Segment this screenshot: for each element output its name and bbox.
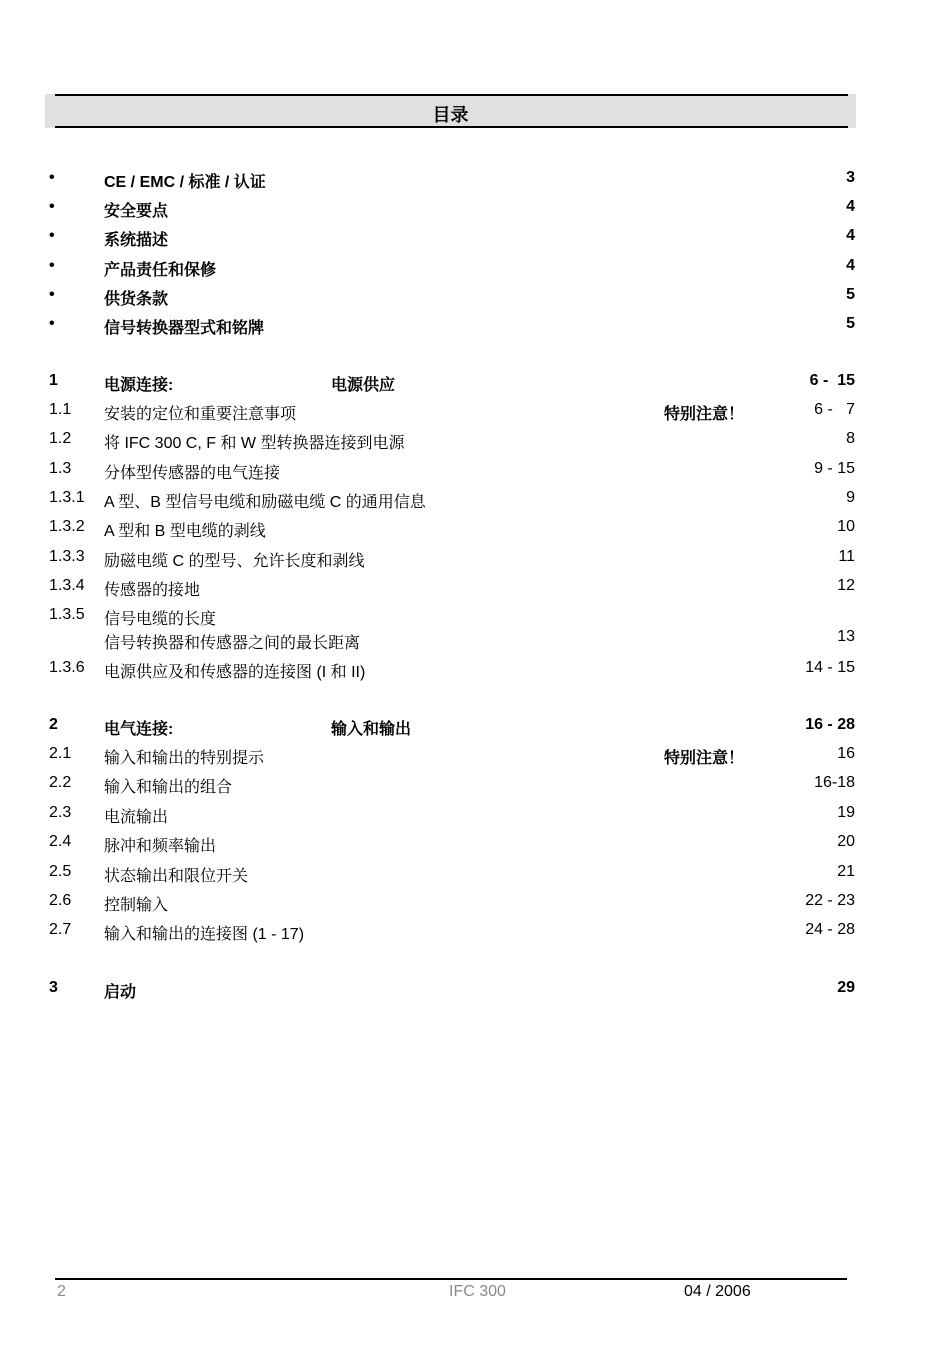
toc-item[interactable] bbox=[0, 863, 950, 889]
bullet: • bbox=[49, 227, 55, 244]
toc-page: 22 - 23 bbox=[805, 892, 855, 909]
toc-item[interactable] bbox=[0, 489, 950, 515]
toc-item[interactable] bbox=[0, 804, 950, 830]
toc-page: 5 bbox=[846, 286, 855, 303]
toc-section-3[interactable] bbox=[0, 979, 950, 1005]
toc-label: 励磁电缆 C 的型号、允许长度和剥线 bbox=[104, 553, 365, 570]
bullet: • bbox=[49, 315, 55, 332]
toc-page: 5 bbox=[846, 315, 855, 332]
bullet: • bbox=[49, 257, 55, 274]
section-number: 3 bbox=[49, 979, 58, 996]
toc-page: 6 - 15 bbox=[809, 372, 855, 389]
item-number: 1.1 bbox=[49, 401, 72, 418]
toc-label: 输入和输出的特别提示 bbox=[104, 750, 265, 767]
toc-label: 系统描述 bbox=[104, 232, 169, 249]
toc-label: 状态输出和限位开关 bbox=[104, 868, 249, 885]
toc-page: 8 bbox=[846, 430, 855, 447]
item-number: 1.2 bbox=[49, 430, 72, 447]
toc-label: CE / EMC / 标准 / 认证 bbox=[104, 174, 266, 191]
item-number: 1.3.6 bbox=[49, 659, 85, 676]
bullet: • bbox=[49, 169, 55, 186]
section-label: 启动 bbox=[104, 984, 137, 1001]
section-label: 电气连接: bbox=[104, 721, 174, 738]
toc-label: A 型、B 型信号电缆和励磁电缆 C 的通用信息 bbox=[104, 494, 426, 511]
item-number: 2.3 bbox=[49, 804, 72, 821]
toc-section-2[interactable] bbox=[0, 716, 950, 742]
toc-intro-row[interactable] bbox=[0, 257, 950, 283]
toc-label: 信号电缆的长度 bbox=[104, 611, 217, 628]
footer-document-name: IFC 300 bbox=[449, 1283, 506, 1300]
toc-label: 传感器的接地 bbox=[104, 582, 201, 599]
toc-page: 24 - 28 bbox=[805, 921, 855, 938]
toc-label: 脉冲和频率输出 bbox=[104, 838, 217, 855]
item-number: 2.1 bbox=[49, 745, 72, 762]
toc-page: 29 bbox=[837, 979, 855, 996]
item-number: 1.3.2 bbox=[49, 518, 85, 535]
footer-rule bbox=[55, 1278, 847, 1280]
toc-page: 3 bbox=[846, 169, 855, 186]
toc-item[interactable] bbox=[0, 606, 950, 658]
toc-label: A 型和 B 型电缆的剥线 bbox=[104, 523, 266, 540]
toc-page: 6 - 7 bbox=[814, 401, 855, 418]
toc-item[interactable] bbox=[0, 548, 950, 574]
toc-label: 输入和输出的组合 bbox=[104, 779, 233, 796]
item-number: 2.5 bbox=[49, 863, 72, 880]
special-note: 特别注意！ bbox=[664, 750, 745, 767]
page-title: 目录 bbox=[432, 105, 469, 125]
section-number: 1 bbox=[49, 372, 58, 389]
special-note: 特别注意！ bbox=[664, 406, 745, 423]
toc-item[interactable] bbox=[0, 745, 950, 771]
toc-page: 20 bbox=[837, 833, 855, 850]
bullet: • bbox=[49, 198, 55, 215]
toc-label-continued: 信号转换器和传感器之间的最长距离 bbox=[104, 635, 361, 652]
toc-label: 将 IFC 300 C, F 和 W 型转换器连接到电源 bbox=[104, 435, 405, 452]
toc-label: 电流输出 bbox=[104, 809, 169, 826]
toc-intro-row[interactable] bbox=[0, 169, 950, 195]
footer-date: 04 / 2006 bbox=[684, 1283, 751, 1300]
title-rule-bottom bbox=[55, 126, 848, 128]
toc-intro-row[interactable] bbox=[0, 315, 950, 341]
toc-item[interactable] bbox=[0, 833, 950, 859]
item-number: 1.3.3 bbox=[49, 548, 85, 565]
toc-page: 13 bbox=[837, 628, 855, 645]
footer-page-number: 2 bbox=[57, 1283, 66, 1300]
item-number: 2.4 bbox=[49, 833, 72, 850]
toc-label: 信号转换器型式和铭牌 bbox=[104, 320, 265, 337]
title-band bbox=[45, 94, 856, 128]
toc-label: 供货条款 bbox=[104, 291, 169, 308]
toc-page: 21 bbox=[837, 863, 855, 880]
toc-page: 19 bbox=[837, 804, 855, 821]
title-rule-top bbox=[55, 94, 848, 96]
toc-page: 4 bbox=[846, 227, 855, 244]
section-sublabel: 电源供应 bbox=[331, 377, 396, 394]
toc-section-1[interactable] bbox=[0, 372, 950, 398]
toc-label: 输入和输出的连接图 (1 - 17) bbox=[104, 926, 305, 943]
toc-label: 安装的定位和重要注意事项 bbox=[104, 406, 297, 423]
toc-item[interactable] bbox=[0, 774, 950, 800]
toc-page: 9 - 15 bbox=[814, 460, 855, 477]
toc-page: 9 bbox=[846, 489, 855, 506]
item-number: 1.3.5 bbox=[49, 606, 85, 623]
section-sublabel: 输入和输出 bbox=[331, 721, 412, 738]
toc-page: 4 bbox=[846, 198, 855, 215]
toc-page: 16-18 bbox=[814, 774, 855, 791]
toc-label: 安全要点 bbox=[104, 203, 169, 220]
item-number: 2.6 bbox=[49, 892, 72, 909]
item-number: 1.3.4 bbox=[49, 577, 85, 594]
toc-page: 11 bbox=[838, 548, 855, 565]
item-number: 2.7 bbox=[49, 921, 72, 938]
item-number: 1.3.1 bbox=[49, 489, 85, 506]
toc-item[interactable] bbox=[0, 401, 950, 427]
toc-intro-row[interactable] bbox=[0, 227, 950, 253]
toc-intro-row[interactable] bbox=[0, 286, 950, 312]
item-number: 2.2 bbox=[49, 774, 72, 791]
toc-item[interactable] bbox=[0, 577, 950, 603]
toc-item[interactable] bbox=[0, 460, 950, 486]
toc-page: 12 bbox=[837, 577, 855, 594]
toc-page: 16 - 28 bbox=[805, 716, 855, 733]
item-number: 1.3 bbox=[49, 460, 72, 477]
toc-label: 产品责任和保修 bbox=[104, 262, 217, 279]
toc-item[interactable] bbox=[0, 518, 950, 544]
toc-item[interactable] bbox=[0, 921, 950, 947]
toc-page: 14 - 15 bbox=[805, 659, 855, 676]
toc-page: 4 bbox=[846, 257, 855, 274]
toc-item[interactable] bbox=[0, 892, 950, 918]
toc-label: 分体型传感器的电气连接 bbox=[104, 465, 281, 482]
toc-page: 16 bbox=[837, 745, 855, 762]
toc-intro-row[interactable] bbox=[0, 198, 950, 224]
bullet: • bbox=[49, 286, 55, 303]
toc-item[interactable] bbox=[0, 659, 950, 685]
toc-page: 10 bbox=[837, 518, 855, 535]
toc-item[interactable] bbox=[0, 430, 950, 456]
section-number: 2 bbox=[49, 716, 58, 733]
toc-label: 电源供应及和传感器的连接图 (I 和 II) bbox=[104, 664, 366, 681]
section-label: 电源连接: bbox=[104, 377, 174, 394]
toc-label: 控制输入 bbox=[104, 897, 169, 914]
